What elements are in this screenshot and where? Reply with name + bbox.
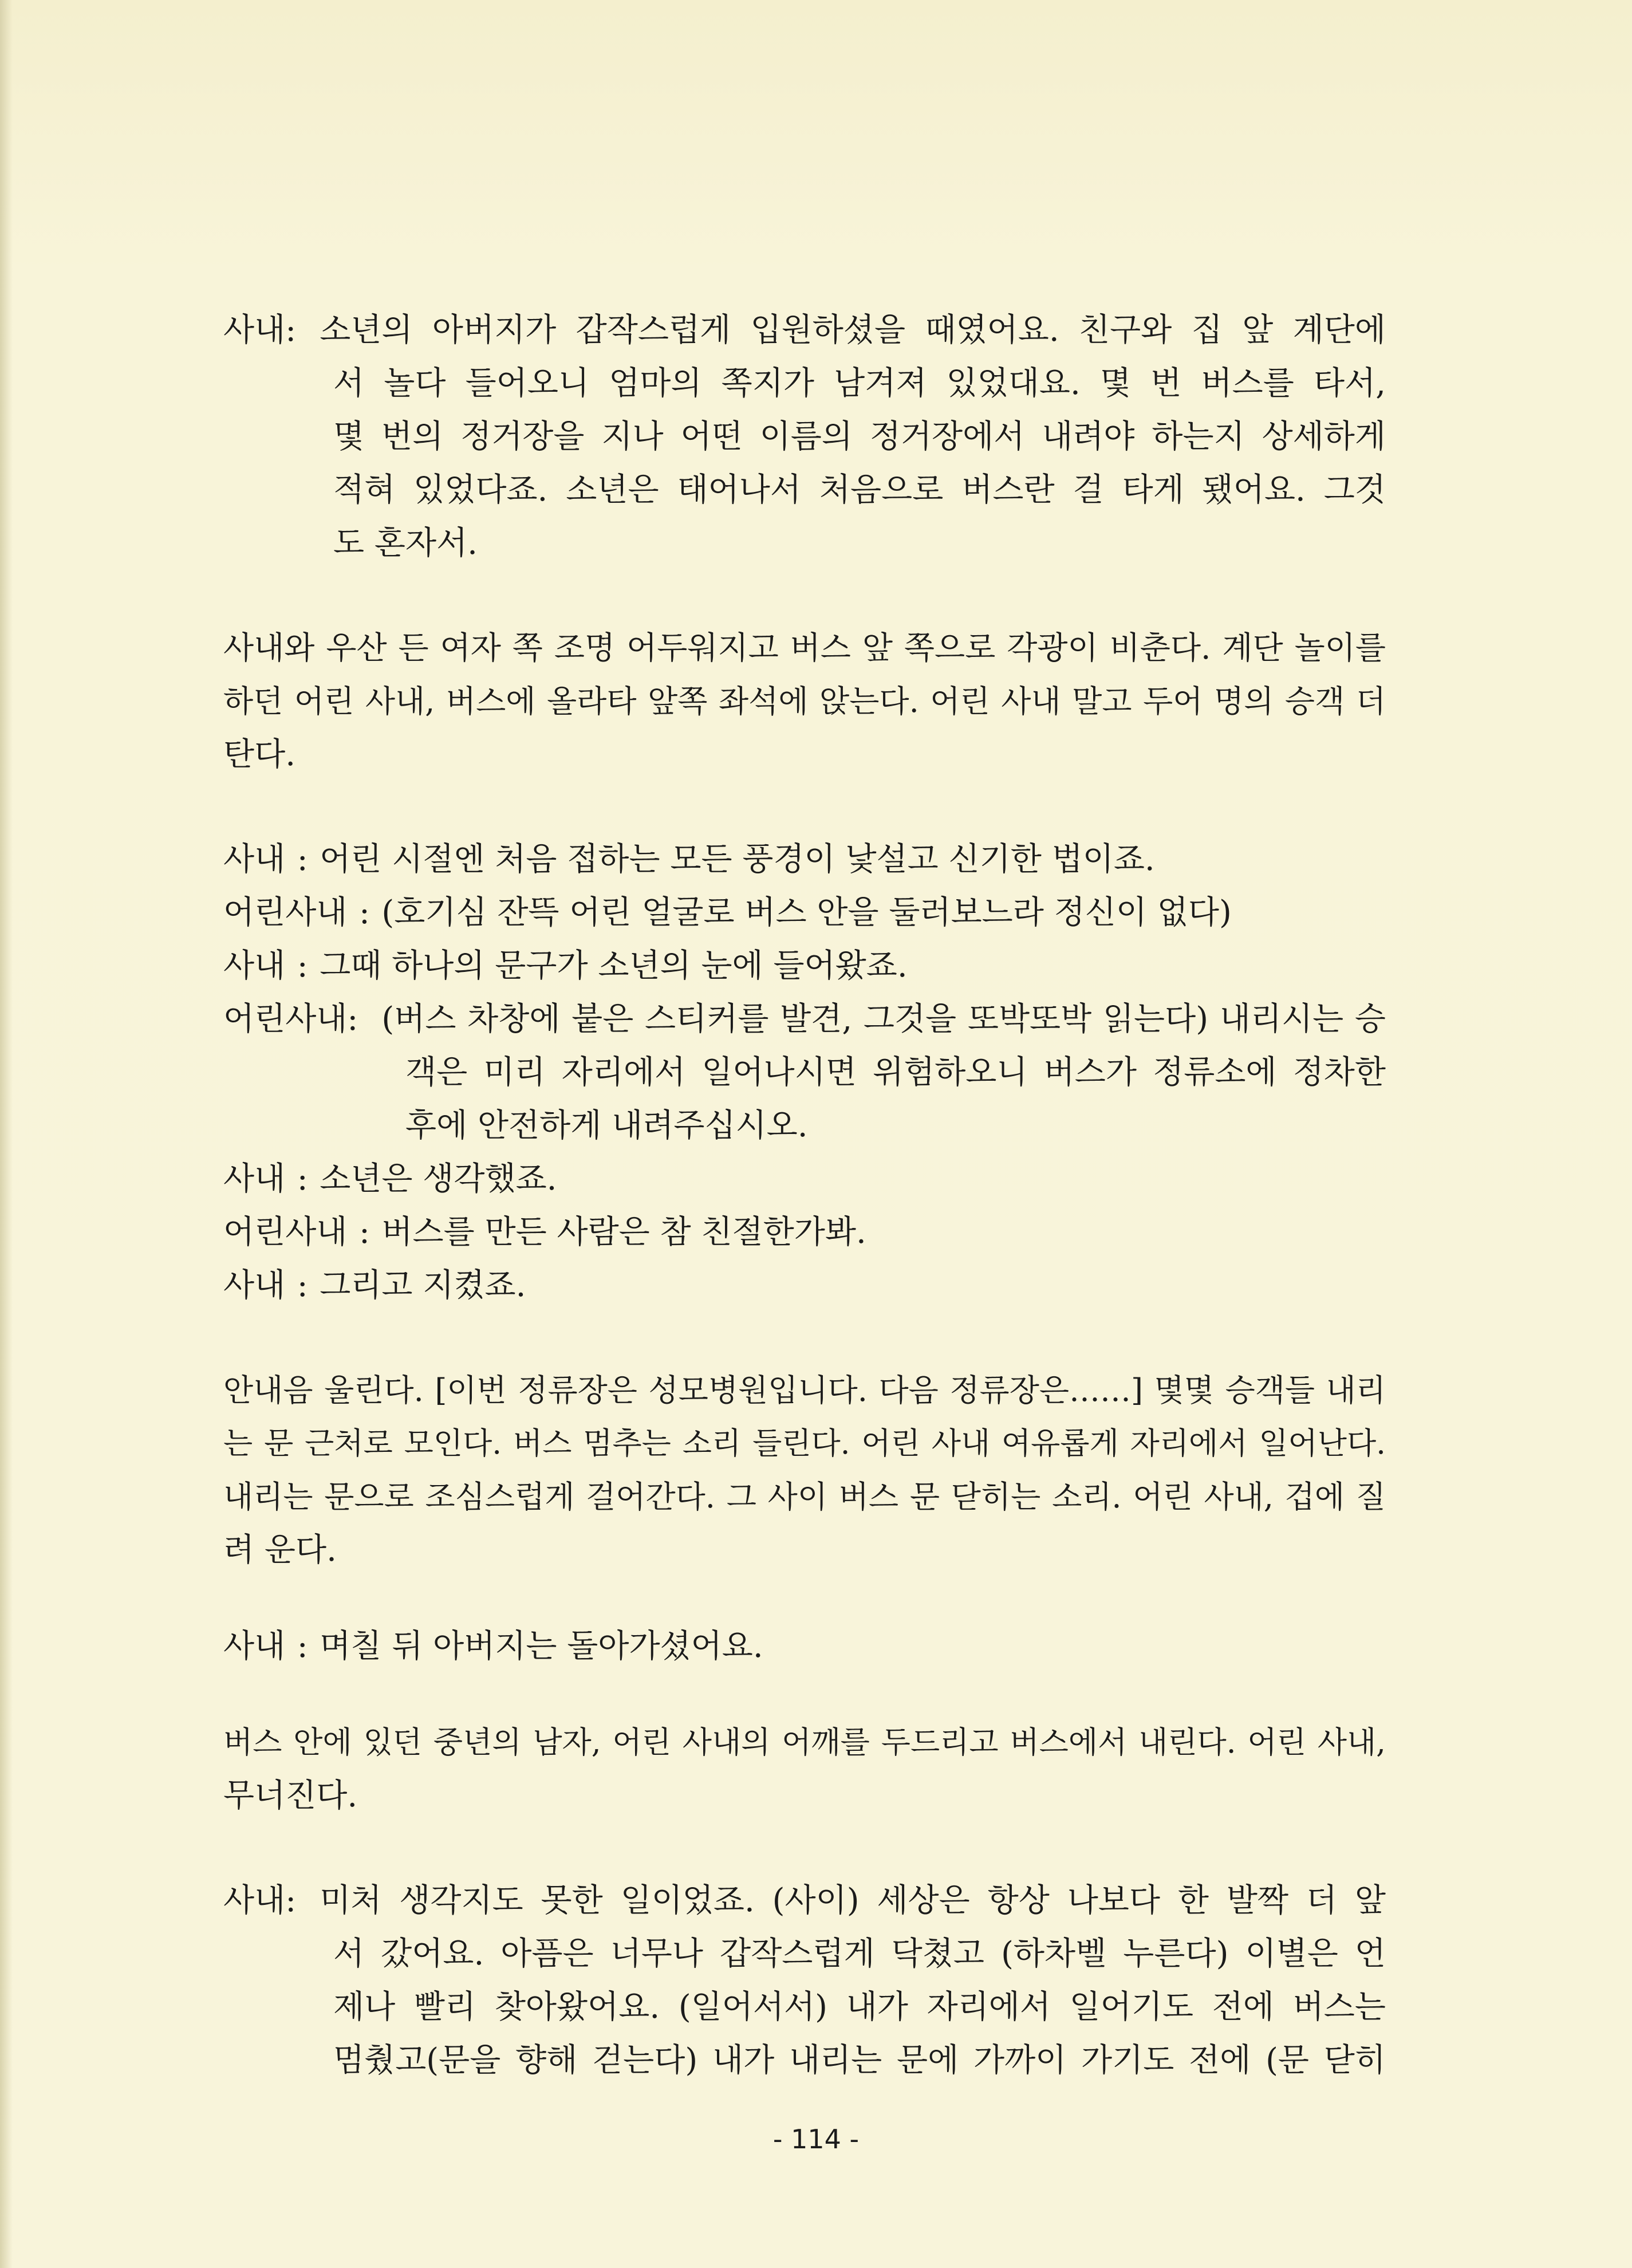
direction-text: 는 문 근처로 모인다. 버스 멈추는 소리 들린다. 어린 사내 여유롭게 자리에서 일어난다. (223, 1426, 1386, 1461)
dialogue-text: 도 혼자서. (333, 525, 478, 562)
dialogue-line: 사내: 소년의 아버지가 갑작스럽게 입원하셨을 때였어요. 친구와 집 앞 계단에 (223, 312, 1386, 349)
speaker-name: 사내 (223, 947, 286, 985)
dialogue-line: 사내 : 소년은 생각했죠. (223, 1160, 557, 1198)
speaker-name: 어린사내 (223, 894, 348, 931)
direction-text: 려 운다. (223, 1531, 337, 1569)
speaker-name: 사내 (223, 1160, 286, 1198)
direction-text: 버스 안에 있던 중년의 남자, 어린 사내의 어깨를 두드리고 버스에서 내린다. 어린 사내, (223, 1725, 1386, 1760)
page-edge-shadow (0, 0, 13, 2268)
dialogue-text: 후에 안전하게 내려주십시오. (405, 1107, 808, 1144)
direction-text: 무너진다. (223, 1777, 358, 1814)
dialogue-text: 며칠 뒤 아버지는 돌아가셨어요. (320, 1628, 763, 1665)
dialogue-text: 미처 생각지도 못한 일이었죠. (사이) 세상은 항상 나보다 한 발짝 더 앞 (320, 1882, 1386, 1919)
dialogue-text: 멈췄고(문을 향해 걷는다) 내가 내리는 문에 가까이 가기도 전에 (문 닫히 (333, 2042, 1386, 2079)
dialogue-line: 사내 : 며칠 뒤 아버지는 돌아가셨어요. (223, 1628, 763, 1665)
page-number: - 114 - (772, 2124, 860, 2155)
script-body (223, 304, 1386, 2087)
stage-direction-line (223, 1417, 1386, 1470)
speaker-name: 사내 (223, 1628, 286, 1665)
stage-direction-line (223, 728, 1386, 781)
dialogue-text: (호기심 잔뜩 어린 얼굴로 버스 안을 둘러보느라 정신이 없다) (381, 894, 1232, 931)
dialogue-line: 사내 : 어린 시절엔 처음 접하는 모든 풍경이 낯설고 신기한 법이죠. (223, 841, 1155, 878)
speaker-name: 사내 (223, 841, 286, 878)
dialogue-text: 소년의 아버지가 갑작스럽게 입원하셨을 때였어요. 친구와 집 앞 계단에 (320, 312, 1386, 349)
dialogue-continuation (223, 517, 1386, 570)
dialogue-line: 어린사내: (버스 차창에 붙은 스티커를 발견, 그것을 또박또박 읽는다) 내리시는 승 (223, 1001, 1386, 1038)
stage-direction-line (223, 1716, 1386, 1769)
dialogue-text: 그리고 지켰죠. (320, 1267, 526, 1304)
stage-direction-line (223, 1470, 1386, 1523)
dialogue-line: 어린사내 : 버스를 만든 사람은 참 친절한가봐. (223, 1214, 866, 1251)
dialogue-line: 어린사내 : (호기심 잔뜩 어린 얼굴로 버스 안을 둘러보느라 정신이 없다) (223, 894, 1232, 931)
dialogue-text: 어린 시절엔 처음 접하는 모든 풍경이 낯설고 신기한 법이죠. (320, 841, 1155, 878)
dialogue-text: 제나 빨리 찾아왔어요. (일어서서) 내가 자리에서 일어기도 전에 버스는 (333, 1989, 1386, 2026)
direction-text: 안내음 울린다. [이번 정류장은 성모병원입니다. 다음 정류장은……] 몇몇 승객들 내리 (223, 1372, 1386, 1408)
direction-text: 내리는 문으로 조심스럽게 걸어간다. 그 사이 버스 문 닫히는 소리. 어린 사내, 겁에 질 (223, 1479, 1386, 1515)
dialogue-text: 객은 미리 자리에서 일어나시면 위험하오니 버스가 정류소에 정차한 (405, 1054, 1386, 1091)
direction-text: 탄다. (223, 736, 295, 773)
dialogue-line: 사내 : 그리고 지켰죠. (223, 1267, 526, 1304)
speaker-name: 사내 (223, 1882, 286, 1919)
dialogue-continuation (223, 1099, 1386, 1152)
dialogue-continuation (223, 410, 1386, 463)
stage-direction-line (223, 621, 1386, 675)
speaker-name: 어린사내 (223, 1001, 348, 1038)
stage-direction-line (223, 1523, 1386, 1577)
dialogue-text: 몇 번의 정거장을 지나 어떤 이름의 정거장에서 내려야 하는지 상세하게 (333, 418, 1386, 455)
dialogue-text: 소년은 생각했죠. (320, 1160, 557, 1198)
dialogue-text: 적혀 있었다죠. 소년은 태어나서 처음으로 버스란 걸 타게 됐어요. 그것 (333, 471, 1386, 509)
dialogue-text: (버스 차창에 붙은 스티커를 발견, 그것을 또박또박 읽는다) 내리시는 승 (381, 1001, 1386, 1038)
dialogue-continuation (223, 1046, 1386, 1099)
dialogue-continuation (223, 463, 1386, 517)
speaker-name: 사내 (223, 312, 286, 349)
dialogue-continuation (223, 1927, 1386, 1980)
dialogue-line: 사내 : 그때 하나의 문구가 소년의 눈에 들어왔죠. (223, 947, 908, 985)
direction-text: 사내와 우산 든 여자 쪽 조명 어두워지고 버스 앞 쪽으로 각광이 비춘다. 계단 놀이를 (223, 629, 1386, 666)
dialogue-continuation (223, 1980, 1386, 2034)
stage-direction-line (223, 1769, 1386, 1822)
dialogue-text: 그때 하나의 문구가 소년의 눈에 들어왔죠. (320, 947, 908, 985)
dialogue-text: 서 갔어요. 아픔은 너무나 갑작스럽게 닥쳤고 (하차벨 누른다) 이별은 언 (333, 1935, 1386, 1972)
dialogue-text: 버스를 만든 사람은 참 친절한가봐. (381, 1214, 866, 1251)
speaker-name: 사내 (223, 1267, 286, 1304)
stage-direction-line (223, 675, 1386, 728)
dialogue-text: 서 놀다 들어오니 엄마의 쪽지가 남겨져 있었대요. 몇 번 버스를 타서, (333, 365, 1386, 402)
dialogue-continuation (223, 2034, 1386, 2087)
speaker-name: 어린사내 (223, 1214, 348, 1251)
direction-text: 하던 어린 사내, 버스에 올라타 앞쪽 좌석에 앉는다. 어린 사내 말고 두어 명의 승객 더 (223, 683, 1386, 719)
dialogue-continuation (223, 357, 1386, 410)
stage-direction-line (223, 1364, 1386, 1417)
dialogue-line: 사내: 미처 생각지도 못한 일이었죠. (사이) 세상은 항상 나보다 한 발짝 더 앞 (223, 1882, 1386, 1919)
